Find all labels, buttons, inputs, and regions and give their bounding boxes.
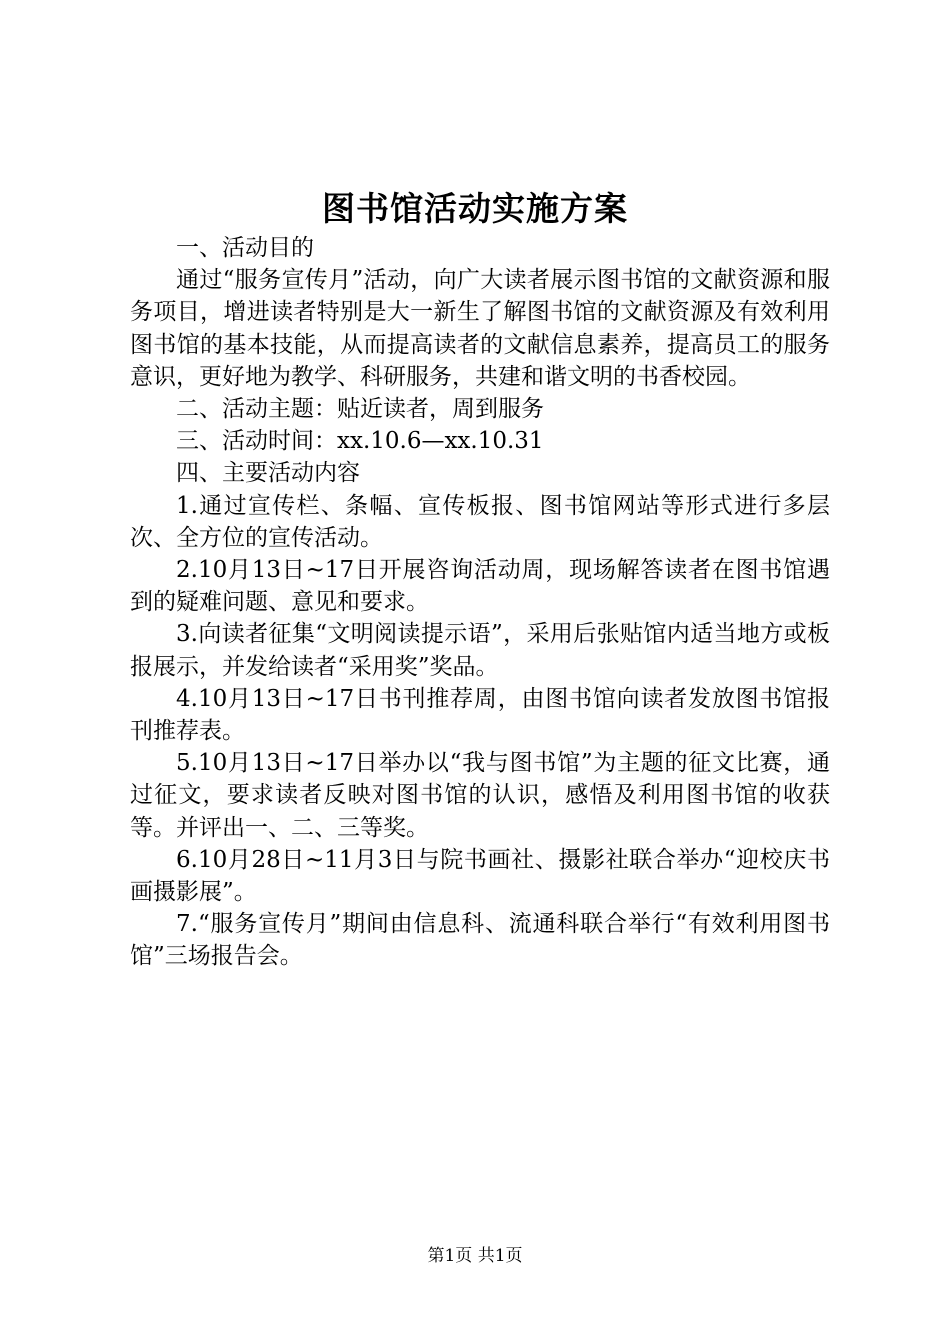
section-heading-time: 三、活动时间：xx.10.6—xx.10.31	[176, 428, 544, 455]
list-item-7: 7.“服务宣传月”期间由信息科、流通科联合举行“有效利用图书馆”三场报告会。	[130, 911, 830, 970]
list-item-1: 1.通过宣传栏、条幅、宣传板报、图书馆网站等形式进行多层次、全方位的宣传活动。	[130, 492, 830, 551]
list-item-5: 5.10月13日~17日举办以“我与图书馆”为主题的征文比赛，通过征文，要求读者反映对图书馆的认识，感悟及利用图书馆的收获等。并评出一、二、三等奖。	[130, 750, 830, 841]
section-heading-purpose: 一、活动目的	[176, 235, 314, 261]
document-body	[130, 232, 830, 973]
list-item-4: 4.10月13日~17日书刊推荐周，由图书馆向读者发放图书馆报刊推荐表。	[130, 685, 830, 745]
section-heading-theme: 二、活动主题：贴近读者，周到服务	[176, 396, 544, 423]
list-item-2: 2.10月13日~17日开展咨询活动周，现场解答读者在图书馆遇到的疑难问题、意见和要求。	[130, 557, 830, 616]
document-title: 图书馆活动实施方案	[322, 189, 628, 228]
page-footer: 第1页 共1页	[427, 1246, 523, 1266]
list-item-3: 3.向读者征集“文明阅读提示语”，采用后张贴馆内适当地方或板报展示，并发给读者“采用奖”奖品。	[130, 621, 830, 680]
list-item-6: 6.10月28日~11月3日与院书画社、摄影社联合举办“迎校庆书画摄影展”。	[130, 846, 830, 906]
paragraph-purpose: 通过“服务宣传月”活动，向广大读者展示图书馆的文献资源和服务项目，增进读者特别是大一新生了解图书馆的文献资源及有效利用图书馆的基本技能，从而提高读者的文献信息素养，提高员工的服务意识，更好地为教学、科研服务，共建和谐文明的书香校园。	[130, 267, 830, 390]
section-heading-content: 四、主要活动内容	[176, 460, 360, 487]
